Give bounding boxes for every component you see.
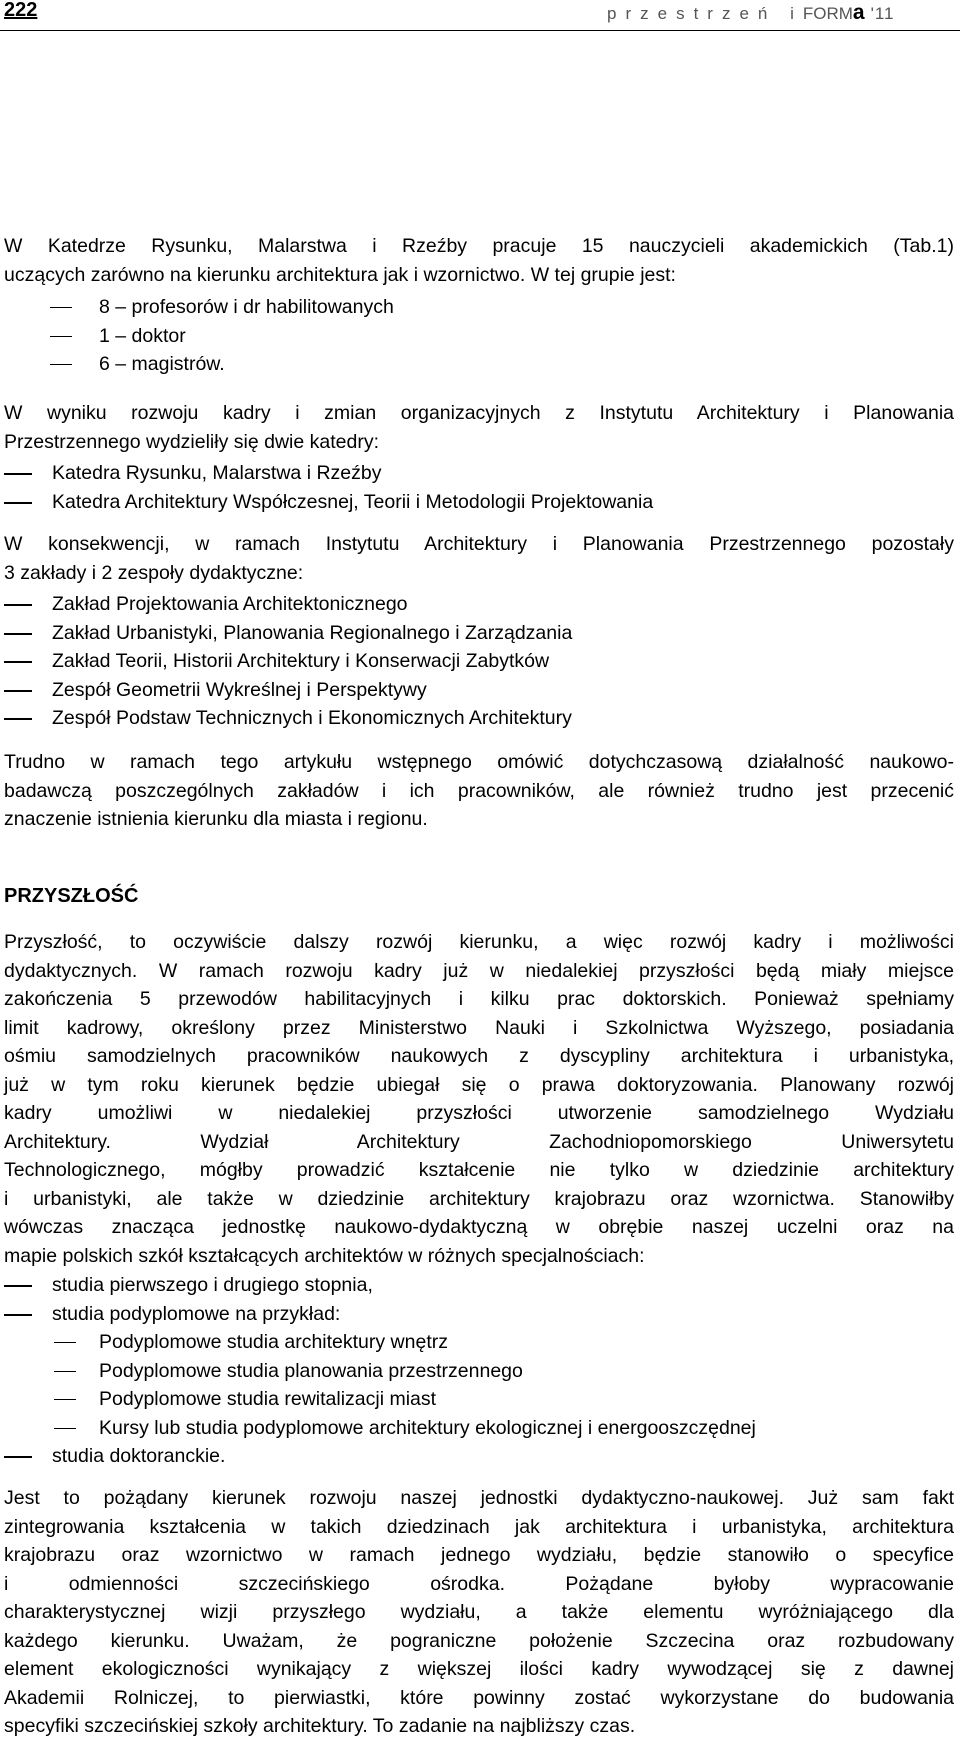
list-item: 1 – doktor (4, 322, 954, 351)
list-item: studia pierwszego i drugiego stopnia, (4, 1271, 954, 1300)
page-header (0, 0, 960, 31)
text-line: Przyszłość, to oczywiście dalszy rozwój kierunku, a więc rozwój kadry i możliwości (4, 931, 954, 953)
studia-list (4, 1271, 954, 1471)
text-line: Jest to pożądany kierunek rozwoju naszej jednostki dydaktyczno-naukowej. Już sam fakt (4, 1487, 954, 1509)
text-line: Technologicznego, mógłby prowadzić kształcenie nie tylko w dziedzinie architektury (4, 1159, 954, 1181)
list-item: Zakład Projektowania Architektonicznego (4, 590, 954, 619)
section-heading: PRZYSZŁOŚĆ (4, 885, 139, 907)
text-line: już w tym roku kierunek będzie ubiegał się o prawa doktoryzowania. Planowany rozwój (4, 1073, 954, 1096)
trudno-paragraph (4, 748, 954, 834)
list-item: Zespół Geometrii Wykreślnej i Perspektywy (4, 676, 954, 705)
text-line: mapie polskich szkół kształcących architektów w różnych specjalnościach: (4, 1244, 645, 1267)
text-line: charakterystycznej wizji przyszłego wydziału, a także elementu wyróżniającego dla (4, 1601, 954, 1623)
text-line: zakończenia 5 przewodów habilitacyjnych i kilku prac doktorskich. Ponieważ spełniamy (4, 988, 954, 1010)
text-line: krajobrazu oraz wzornictwo w ramach jednego wydziału, będzie stanowiło o specyfice (4, 1544, 954, 1566)
zaklady-paragraph (4, 530, 954, 733)
page-number: 222 (4, 0, 38, 21)
text-line: 3 zakłady i 2 zespoły dydaktyczne: (4, 561, 304, 584)
list-item: Katedra Rysunku, Malarstwa i Rzeźby (4, 459, 954, 488)
journal-title-form: FORM (802, 4, 853, 23)
text-line: element ekologiczności wynikający z większej ilości kadry wywodzącej się z dawnej (4, 1658, 954, 1680)
final-paragraph (4, 1484, 954, 1741)
text-line: W wyniku rozwoju kadry i zmian organizacyjnych z Instytutu Architektury i Planowania (4, 402, 954, 424)
sub-list-item: Kursy lub studia podyplomowe architektury ekologicznej i energooszczędnej (4, 1414, 954, 1443)
journal-title-a: a (852, 1, 865, 24)
text-line: ośmiu samodzielnych pracowników naukowych z dyscypliny architektura i urbanistyka, (4, 1045, 954, 1067)
text-line: dydaktycznych. W ramach rozwoju kadry już w niedalekiej przyszłości będą miały miejsce (4, 959, 954, 982)
katedry-list (4, 459, 954, 516)
text-line: badawczą poszczególnych zakładów i ich pracowników, ale również trudno jest przecenić (4, 779, 954, 802)
text-line: limit kadrowy, określony przez Ministerstwo Nauki i Szkolnictwa Wyższego, posiadania (4, 1016, 954, 1039)
text-line: Akademii Rolniczej, to pierwiastki, które powinny zostać wykorzystane do budowania (4, 1686, 954, 1709)
sub-list-item: Podyplomowe studia planowania przestrzennego (4, 1357, 954, 1386)
katedry-paragraph (4, 399, 954, 516)
text-line: kadry umożliwi w niedalekiej przyszłości utworzenie samodzielnego Wydziału (4, 1102, 954, 1124)
intro-paragraph (4, 232, 954, 379)
text-line: W Katedrze Rysunku, Malarstwa i Rzeźby pracuje 15 nauczycieli akademickich (Tab.1) (4, 235, 954, 257)
text-line: zintegrowania kształcenia w takich dziedzinach jak architektura i urbanistyka, architektura (4, 1515, 954, 1538)
list-item: 6 – magistrów. (4, 350, 954, 379)
text-line: Trudno w ramach tego artykułu wstępnego omówić dotychczasową działalność naukowo- (4, 751, 954, 773)
text-line: W konsekwencji, w ramach Instytutu Architektury i Planowania Przestrzennego pozostały (4, 533, 954, 555)
sub-list-item: Podyplomowe studia architektury wnętrz (4, 1328, 954, 1357)
text-line: znaczenie istnienia kierunku dla miasta i regionu. (4, 808, 428, 830)
przyszlosc-paragraph (4, 928, 954, 1471)
journal-title-spaced: przestrzeń i (607, 4, 803, 23)
text-line: Przestrzennego wydzieliły się dwie katedry: (4, 430, 379, 453)
list-item: Zakład Teorii, Historii Architektury i Konserwacji Zabytków (4, 647, 954, 676)
list-item: studia doktoranckie. (4, 1442, 954, 1471)
sub-list-item: Podyplomowe studia rewitalizacji miast (4, 1385, 954, 1414)
list-item: Zespół Podstaw Technicznych i Ekonomicznych Architektury (4, 704, 954, 733)
list-item: studia podyplomowe na przykład: (4, 1300, 954, 1329)
text-line: wówczas znacząca jednostkę naukowo-dydaktyczną w obrębie naszej uczelni oraz na (4, 1216, 954, 1238)
text-line: Architektury. Wydział Architektury Zachodniopomorskiego Uniwersytetu (4, 1130, 954, 1153)
journal-year: '11 (870, 4, 895, 23)
text-line: specyfiki szczecińskiej szkoły architektury. To zadanie na najbliższy czas. (4, 1715, 636, 1737)
text-line: każdego kierunku. Uważam, że pograniczne położenie Szczecina oraz rozbudowany (4, 1629, 954, 1652)
text-line: uczących zarówno na kierunku architektura jak i wzornictwo. W tej grupie jest: (4, 263, 676, 286)
list-item: 8 – profesorów i dr habilitowanych (4, 293, 954, 322)
zaklady-list (4, 590, 954, 733)
text-line: i odmienności szczecińskiego ośrodka. Pożądane byłoby wypracowanie (4, 1572, 954, 1595)
text-line: i urbanistyki, ale także w dziedzinie architektury krajobrazu oraz wzornictwa. Stanowiłby (4, 1187, 954, 1210)
list-item: Katedra Architektury Współczesnej, Teorii i Metodologii Projektowania (4, 488, 954, 517)
journal-title (607, 1, 895, 25)
intro-list (4, 293, 954, 379)
list-item: Zakład Urbanistyki, Planowania Regionalnego i Zarządzania (4, 619, 954, 648)
